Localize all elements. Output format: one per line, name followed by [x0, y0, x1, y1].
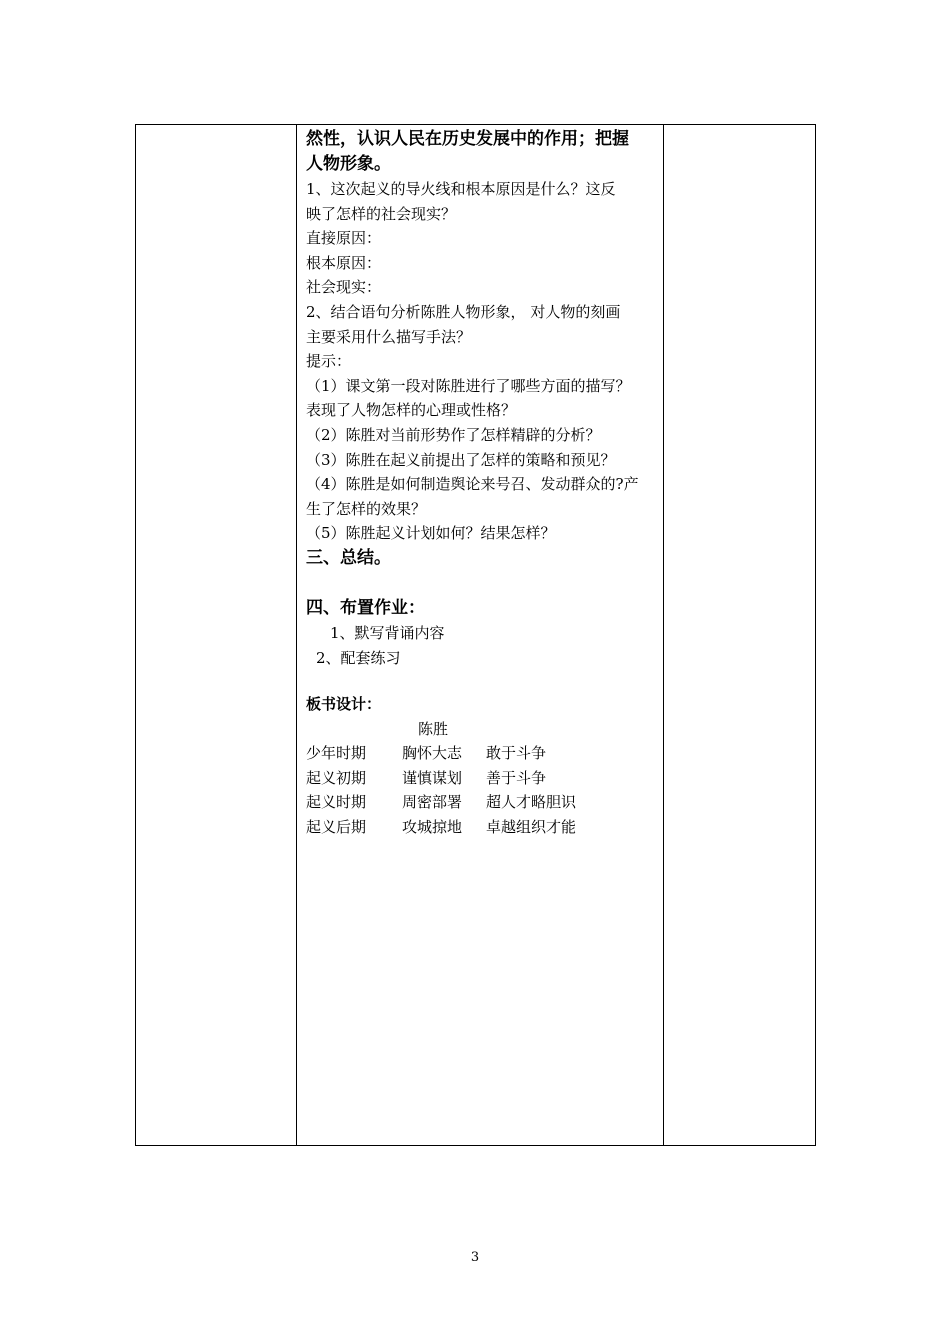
board-action: 谨慎谋划	[402, 768, 463, 787]
homework-item-1: 1、默写背诵内容	[330, 623, 445, 642]
table-right-column	[664, 125, 815, 1145]
board-action: 胸怀大志	[402, 744, 463, 763]
board-period: 起义初期	[306, 768, 367, 787]
lesson-plan-table	[135, 124, 816, 1146]
board-row	[306, 815, 655, 840]
board-row	[306, 766, 655, 791]
hint-label: 提示：	[306, 352, 352, 371]
question-1-line-2: 映了怎样的社会现实？	[306, 204, 457, 223]
table-left-column	[136, 125, 297, 1145]
hint-4-line-2: 生了怎样的效果？	[306, 499, 427, 518]
hint-5: （5）陈胜起义计划如何？结果怎样？	[306, 524, 556, 543]
board-center-name: 陈胜	[418, 719, 449, 738]
page-number: 3	[470, 1250, 480, 1265]
board-row	[306, 790, 655, 815]
direct-cause-label: 直接原因：	[306, 229, 382, 248]
question-1-line-1: 1、这次起义的导火线和根本原因是什么？这反	[306, 180, 616, 198]
objective-line-1: 然性，认识人民在历史发展中的作用；把握	[306, 129, 629, 149]
hint-1-line-2: 表现了人物怎样的心理或性格？	[306, 401, 517, 420]
root-cause-label: 根本原因：	[306, 253, 382, 272]
question-2-line-2: 主要采用什么描写手法？	[306, 327, 472, 346]
spacer	[306, 571, 655, 596]
board-trait: 善于斗争	[486, 768, 547, 787]
question-2-line-1: 2、结合语句分析陈胜人物形象， 对人物的刻画	[306, 302, 621, 321]
section-summary-heading: 三、总结。	[306, 547, 391, 568]
board-design-title: 板书设计：	[306, 695, 382, 714]
board-action: 攻城掠地	[402, 818, 463, 837]
board-action: 周密部署	[402, 793, 463, 812]
homework-item-2: 2、配套练习	[316, 648, 401, 667]
board-trait: 超人才略胆识	[486, 793, 577, 812]
hint-3: （3）陈胜在起义前提出了怎样的策略和预见？	[306, 450, 616, 469]
hint-2: （2）陈胜对当前形势作了怎样精辟的分析？	[306, 425, 601, 444]
board-trait: 卓越组织才能	[486, 818, 577, 837]
board-row	[306, 741, 655, 766]
objective-line-2: 人物形象。	[306, 154, 391, 174]
board-period: 起义时期	[306, 793, 367, 812]
board-period: 少年时期	[306, 744, 367, 763]
table-content-column	[297, 125, 664, 1145]
board-trait: 敢于斗争	[486, 744, 547, 763]
section-homework-heading: 四、布置作业：	[306, 597, 425, 618]
spacer	[306, 670, 655, 692]
hint-1-line-1: （1）课文第一段对陈胜进行了哪些方面的描写？	[306, 376, 631, 395]
hint-4-line-1: （4）陈胜是如何制造舆论来号召、发动群众的?产	[306, 475, 639, 494]
social-reality-label: 社会现实：	[306, 278, 382, 297]
board-period: 起义后期	[306, 818, 367, 837]
